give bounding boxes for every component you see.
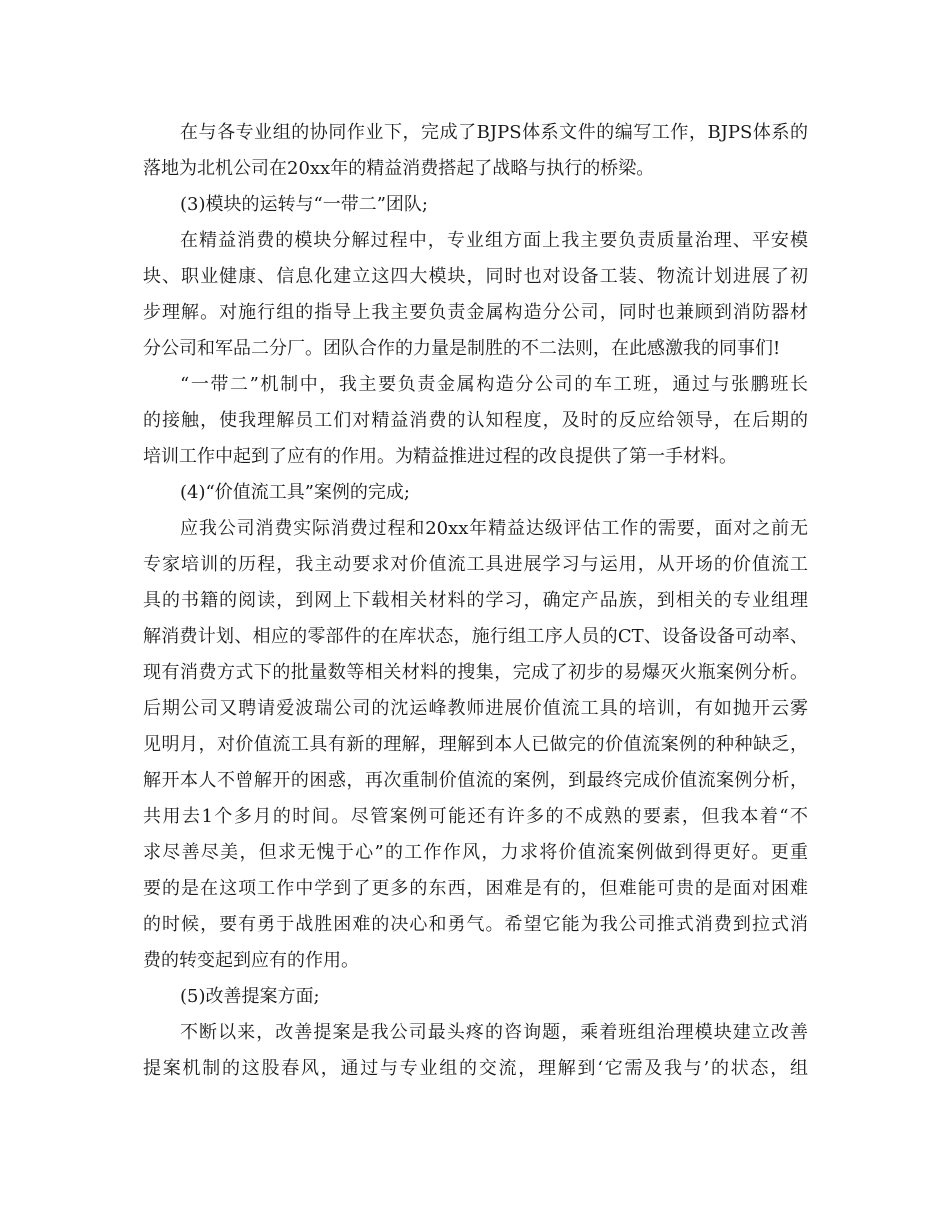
text-line: 的接触，使我理解员工们对精益消费的认知程度，及时的反应给领导，在后期的 [143,410,808,431]
text-line: 的时候，要有勇于战胜困难的决心和勇气。希望它能为我公司推式消费到拉式消 [143,914,808,935]
text-line: 共用去1个多月的时间。尽管案例可能还有许多的不成熟的要素，但我本着“不 [143,806,808,827]
text-line: 块、职业健康、信息化建立这四大模块，同时也对设备工装、物流计划进展了初 [143,266,808,287]
text-line: (3)模块的运转与“一带二”团队; [180,194,428,215]
text-line: 费的转变起到应有的作用。 [143,950,359,971]
text-line: 应我公司消费实际消费过程和20xx年精益达级评估工作的需要，面对之前无 [180,518,808,539]
text-line: 解开本人不曾解开的困惑，再次重制价值流的案例，到最终完成价值流案例分析， [143,770,808,791]
text-line: 步理解。对施行组的指导上我主要负责金属构造分公司，同时也兼顾到消防器材 [143,302,808,323]
text-line: 具的书籍的阅读，到网上下载相关材料的学习，确定产品族，到相关的专业组理 [143,590,808,611]
text-line: 要的是在这项工作中学到了更多的东西，困难是有的，但难能可贵的是面对困难 [143,878,808,899]
text-line: 落地为北机公司在20xx年的精益消费搭起了战略与执行的桥梁。 [143,158,655,179]
text-line: 提案机制的这股春风，通过与专业组的交流，理解到‘它需及我与’的状态，组 [143,1058,808,1079]
text-line: 现有消费方式下的批量数等相关材料的搜集，完成了初步的易爆灭火瓶案例分析。 [143,662,808,683]
text-line: 解消费计划、相应的零部件的在库状态，施行组工序人员的CT、设备设备可动率、 [143,626,808,647]
text-line: 在精益消费的模块分解过程中，专业组方面上我主要负责质量治理、平安模 [180,230,808,251]
text-line: (5)改善提案方面; [180,986,320,1007]
text-line: 不断以来，改善提案是我公司最头疼的咨询题，乘着班组治理模块建立改善 [180,1022,808,1043]
text-line: 专家培训的历程，我主动要求对价值流工具进展学习与运用，从开场的价值流工 [143,554,808,575]
text-line: 培训工作中起到了应有的作用。为精益推进过程的改良提供了第一手材料。 [143,446,737,467]
text-line: (4)“价值流工具”案例的完成; [180,482,410,503]
text-line: 分公司和军品二分厂。团队合作的力量是制胜的不二法则，在此感激我的同事们! [143,338,781,359]
text-line: 见明月，对价值流工具有新的理解，理解到本人已做完的价值流案例的种种缺乏， [143,734,808,755]
text-line: 在与各专业组的协同作业下，完成了BJPS体系文件的编写工作，BJPS体系的 [180,122,808,143]
text-line: “一带二”机制中，我主要负责金属构造分公司的车工班，通过与张鹏班长 [180,374,808,395]
text-line: 求尽善尽美，但求无愧于心”的工作作风，力求将价值流案例做到得更好。更重 [143,842,808,863]
text-line: 后期公司又聘请爱波瑞公司的沈运峰教师进展价值流工具的培训，有如抛开云雾 [143,698,808,719]
document-body [143,115,808,1087]
